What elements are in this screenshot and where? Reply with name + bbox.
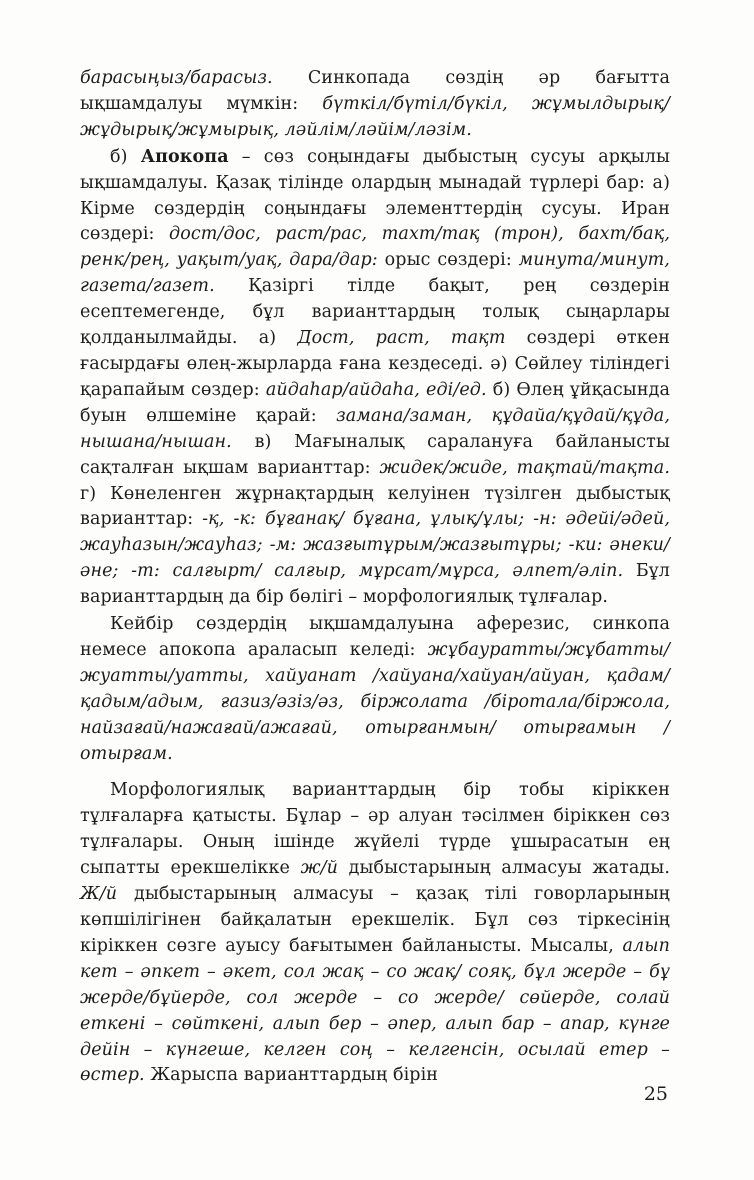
- text-run: замана/заман, құдайа/құдай/құда, нышана/нышан.: [80, 405, 670, 452]
- text-run: барасыңыз/барасыз.: [80, 68, 273, 88]
- text-run: Бұл варианттардың да бір бөлігі – морфологиялық тұлғалар.: [80, 561, 671, 608]
- text-run: дыбыстарының алмасуы – қазақ тілі говорларының көпшілігінен байқалатын ерекшелік. Бұл сөз тіркесінің кіріккен сөзге ауысу бағытымен байланысты. Мысалы,: [80, 884, 670, 956]
- text-run: б): [110, 146, 141, 167]
- text-run: Морфологиялық варианттардың бір тобы кіріккен тұлғаларға қатысты. Бұлар – әр алуан тәсілмен біріккен сөз тұлғалары. Оның ішінде жүйелі түрде ұшырасатын ең сыпатты ерекшелікке: [80, 780, 670, 879]
- text-run: жидек/жиде, тақтай/тақта.: [379, 457, 670, 478]
- paragraph-3: [80, 612, 670, 767]
- text-block: [80, 66, 670, 1089]
- text-run: орыс сөздері:: [377, 250, 519, 271]
- paragraph-2: [80, 145, 670, 611]
- text-run: ж/й: [300, 858, 338, 879]
- text-run: бүткіл/бүтіл/бүкіл, жұмылдырық/ жұдырық/жұмырық, ләйлім/ләйім/ләзім.: [80, 93, 670, 140]
- text-run: Апокопа: [140, 146, 229, 167]
- text-run: дост/дос, раст/рас, тахт/тақ (трон), бахт/бақ, ренк/рең, уақыт/уақ, дара/дар:: [80, 224, 670, 271]
- text-run: Жарыспа варианттардың бірін: [144, 1065, 439, 1086]
- text-run: жұбауратты/жұбатты/жуатты/уатты, хайуанат /хайуана/хайуан/айуан, қадам/қадым/адым, ғазиз/әзіз/әз, біржолата /біротала/біржола, найзағай/нажағай/ажағай, отырғанмын/ отырғамын /отырғам.: [80, 639, 670, 764]
- text-run: дыбыстарының алмасуы жатады.: [337, 858, 670, 879]
- text-run: – сөз соңындағы дыбыстың сусуы арқылы ықшамдалуы. Қазақ тілінде олардың мынадай түрлері бар: а) Кірме сөздердің соңындағы элементтердің сусуы. Иран сөздері:: [80, 146, 671, 245]
- text-run: в) Мағыналық саралануға байланысты сақталған ықшам варианттар:: [80, 431, 670, 478]
- text-run: Синкопада сөздің әр бағытта ықшамдалуы мүмкін:: [80, 68, 670, 114]
- text-run: алып кет – әпкет – әкет, сол жақ – со жақ/ сояқ, бұл жерде – бұ жерде/бұйерде, сол жерде – со жерде/ сөйерде, солай еткені – сөйткені, алып бер – әпер, алып бар – апар, күнге дейін – күнгеше, келген соң – келгенсін, осылай етер – өстер.: [80, 935, 670, 1086]
- text-run: минута/минут, газета/газет.: [80, 250, 670, 297]
- text-run: Кейбір сөздердің ықшамдалуына аферезис, синкопа немесе апокопа араласып келеді:: [80, 614, 670, 660]
- paragraph-1: [80, 66, 670, 144]
- text-run: б) Өлең ұйқасында буын өлшеміне қарай:: [80, 379, 670, 426]
- text-run: Қазіргі тілде бақыт, рең сөздерін есептемегенде, бұл варианттардың толық сыңарлары қолданылмайды. а): [80, 276, 670, 349]
- paragraph-4: [80, 778, 670, 1089]
- text-run: -қ, -к: бұғанақ/ бұғана, ұлық/ұлы; -н: әдейі/әдей, жауһазын/жауһаз; -м: жазғытұрым/жазғытұры; -ки: әнеки/әне; -т: салғырт/ салғыр, мұрсат/мұрса, әлпет/әліп.: [80, 509, 670, 582]
- text-run: айдаһар/айдаһа, еді/ед.: [265, 379, 487, 400]
- text-run: Ж/й: [80, 884, 118, 905]
- text-run: г) Көнеленген жұрнақтардың келуінен түзілген дыбыстық варианттар:: [80, 483, 670, 530]
- text-run: Дост, раст, тақт: [297, 328, 506, 349]
- page-number: 25: [643, 1083, 668, 1105]
- text-run: сөздері өткен ғасырдағы өлең-жырларда ғана кездеседі. ә) Сөйлеу тіліндегі қарапайым сөздер:: [80, 328, 671, 400]
